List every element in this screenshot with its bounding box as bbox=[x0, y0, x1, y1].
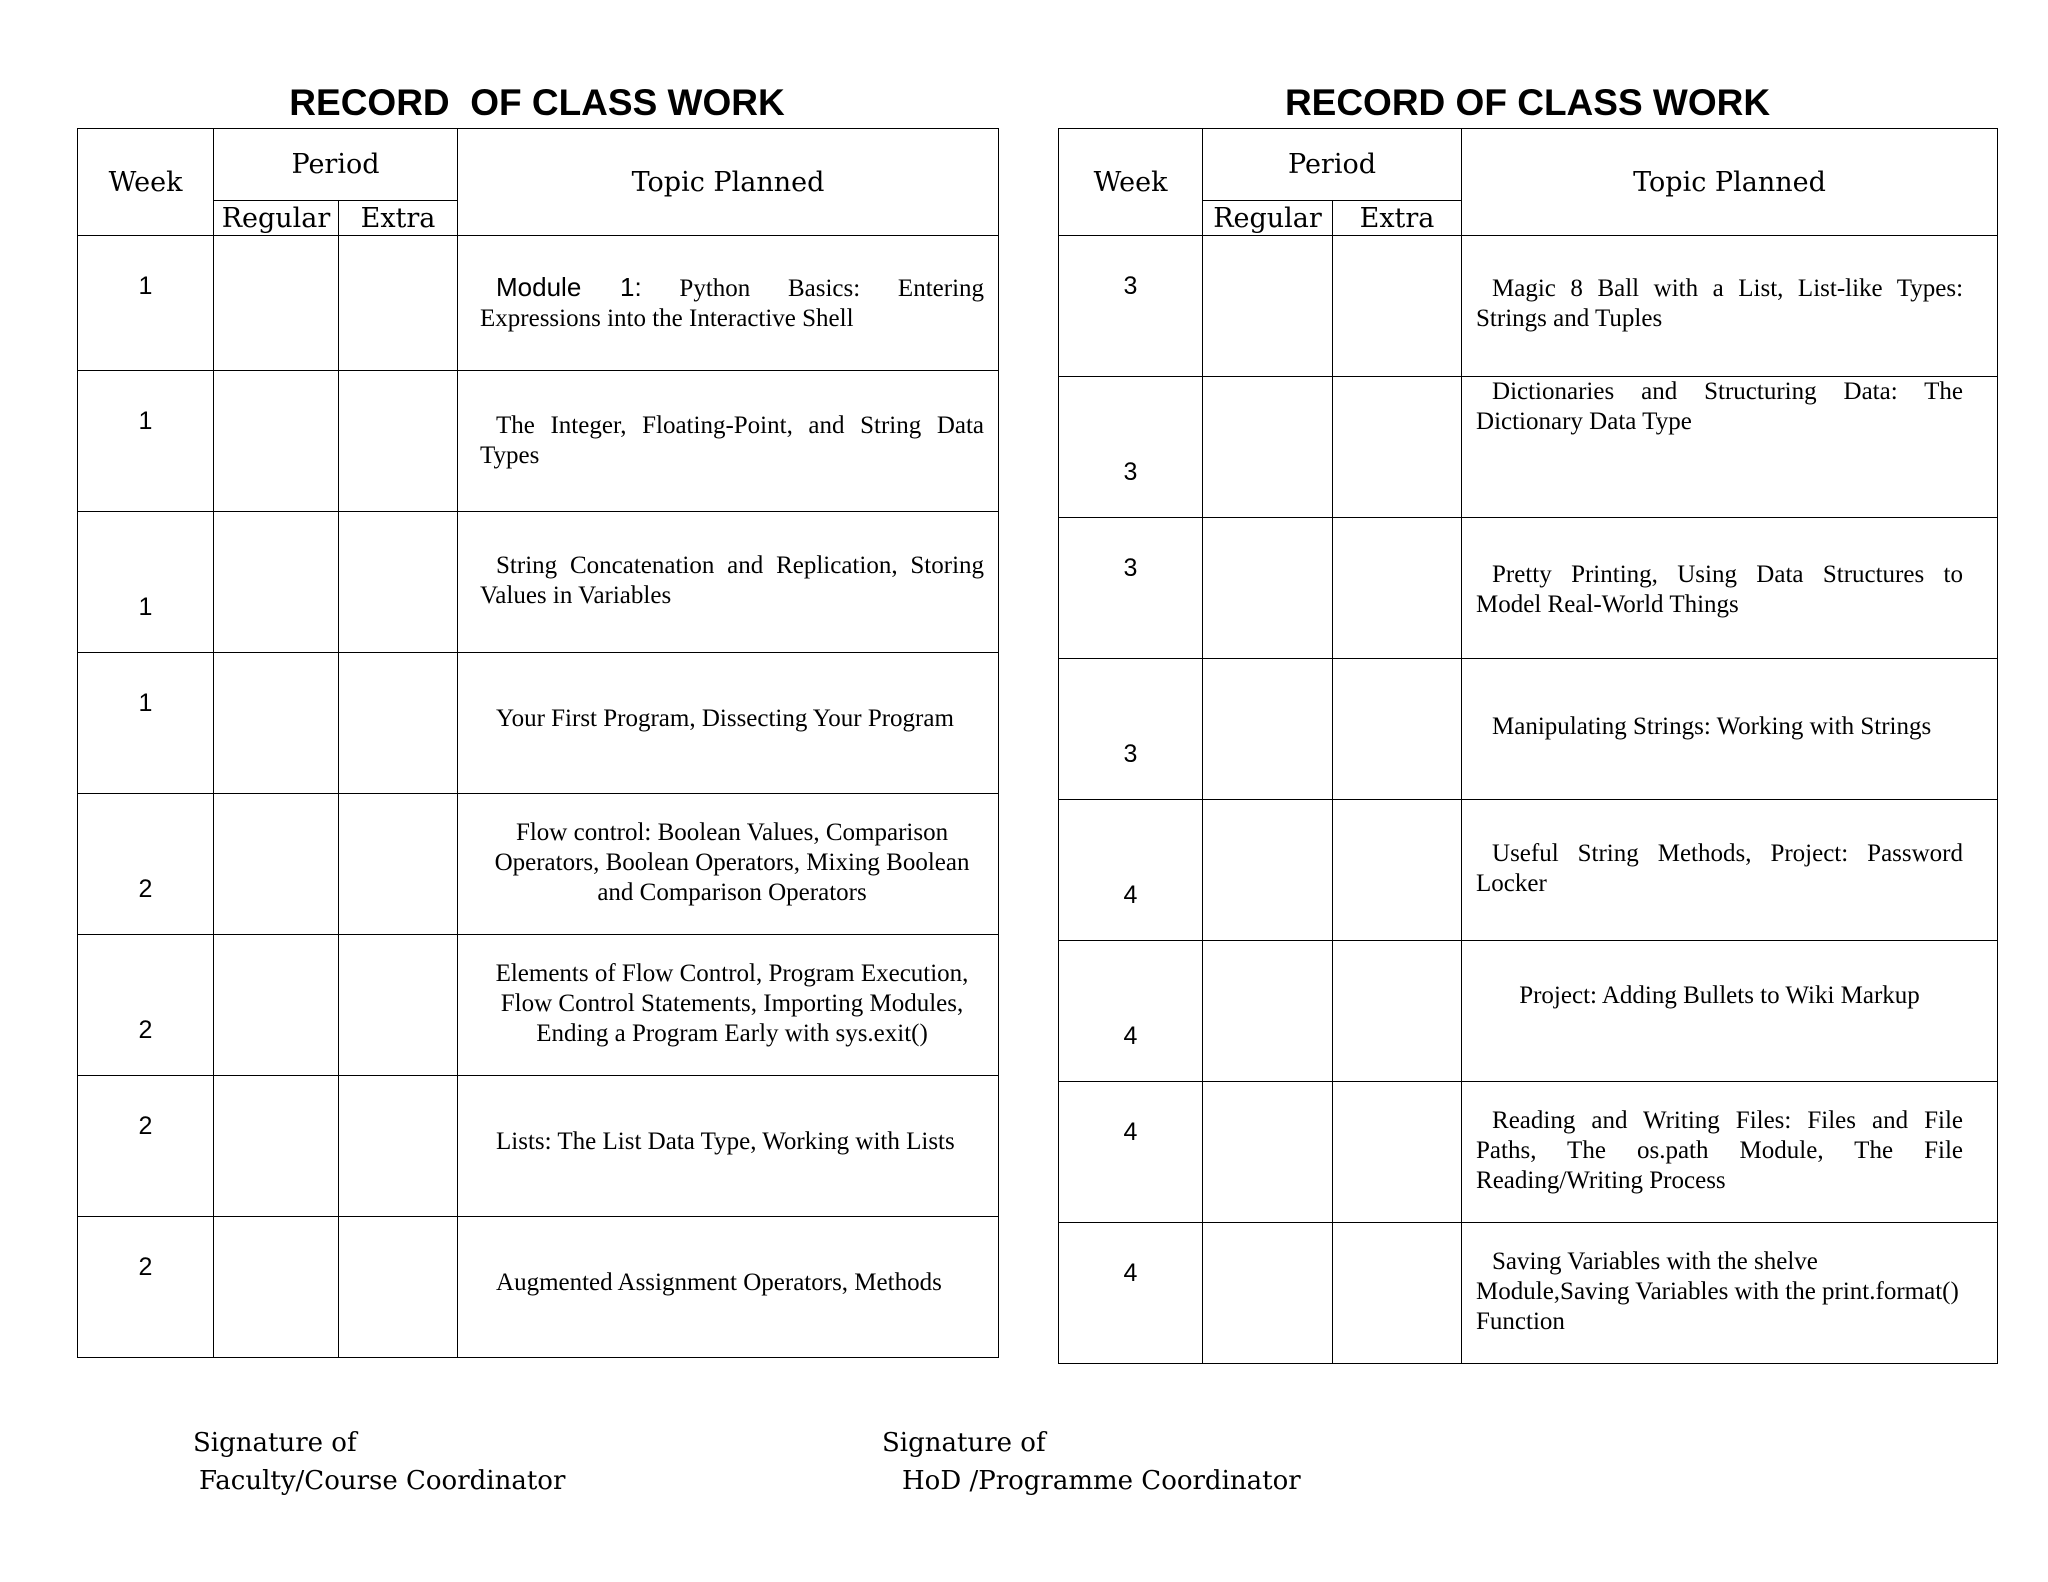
regular-cell bbox=[1203, 377, 1333, 518]
header-week: Week bbox=[1059, 129, 1203, 236]
table-row bbox=[78, 236, 999, 371]
topic-cell bbox=[458, 1217, 999, 1358]
regular-cell bbox=[214, 512, 339, 653]
extra-cell bbox=[339, 1217, 458, 1358]
week-cell: 2 bbox=[78, 1217, 214, 1358]
topic-cell bbox=[458, 794, 999, 935]
extra-cell bbox=[339, 371, 458, 512]
header-period: Period bbox=[214, 129, 458, 201]
left-class-work-table bbox=[77, 128, 999, 1358]
week-cell: 1 bbox=[78, 371, 214, 512]
table-row bbox=[78, 512, 999, 653]
topic-text: The Integer, Floating-Point, and String Data Types bbox=[480, 412, 985, 469]
regular-cell bbox=[1203, 941, 1333, 1082]
topic-text: Useful String Methods, Project: Password Locker bbox=[1476, 840, 1964, 897]
extra-cell bbox=[1333, 236, 1462, 377]
regular-cell bbox=[214, 935, 339, 1076]
regular-cell bbox=[1203, 1082, 1333, 1223]
week-cell: 2 bbox=[78, 935, 214, 1076]
header-period: Period bbox=[1203, 129, 1462, 201]
week-cell: 3 bbox=[1059, 518, 1203, 659]
regular-cell bbox=[214, 236, 339, 371]
week-cell: 1 bbox=[78, 653, 214, 794]
week-cell: 4 bbox=[1059, 800, 1203, 941]
hod-signature-label: Signature of HoD /Programme Coordinator bbox=[882, 1428, 1301, 1496]
extra-cell bbox=[339, 236, 458, 371]
week-cell: 2 bbox=[78, 1076, 214, 1217]
topic-text: Project: Adding Bullets to Wiki Markup bbox=[1519, 982, 1920, 1009]
header-extra: Extra bbox=[1333, 201, 1462, 236]
header-topic-planned: Topic Planned bbox=[1462, 129, 1998, 236]
week-cell: 4 bbox=[1059, 1223, 1203, 1364]
topic-text: String Concatenation and Replication, Storing Values in Variables bbox=[480, 552, 985, 609]
topic-cell bbox=[458, 1076, 999, 1217]
week-cell: 4 bbox=[1059, 1082, 1203, 1223]
topic-text: Python Basics: Entering Expressions into the Interactive Shell bbox=[480, 275, 985, 332]
topic-cell bbox=[458, 935, 999, 1076]
topic-text: Augmented Assignment Operators, Methods bbox=[496, 1269, 942, 1296]
right-page-title: RECORD OF CLASS WORK bbox=[1284, 82, 1771, 123]
regular-cell bbox=[1203, 1223, 1333, 1364]
table-row bbox=[78, 371, 999, 512]
table-row bbox=[1059, 659, 1998, 800]
regular-cell bbox=[1203, 659, 1333, 800]
topic-cell bbox=[458, 512, 999, 653]
table-row bbox=[1059, 800, 1998, 941]
regular-cell bbox=[1203, 236, 1333, 377]
extra-cell bbox=[1333, 800, 1462, 941]
right-class-work-table bbox=[1058, 128, 1998, 1364]
header-week: Week bbox=[78, 129, 214, 236]
table-row bbox=[1059, 1082, 1998, 1223]
extra-cell bbox=[1333, 941, 1462, 1082]
week-cell: 3 bbox=[1059, 377, 1203, 518]
topic-text: Flow control: Boolean Values, Comparison Operators, Boolean Operators, Mixing Boolean and Comparison Operators bbox=[494, 819, 970, 906]
topic-cell bbox=[458, 653, 999, 794]
topic-prefix: Module 1: bbox=[496, 272, 642, 302]
header-regular: Regular bbox=[214, 201, 339, 236]
topic-text: Lists: The List Data Type, Working with Lists bbox=[496, 1128, 955, 1155]
topic-text: Your First Program, Dissecting Your Program bbox=[496, 705, 954, 732]
topic-cell bbox=[1462, 236, 1998, 377]
topic-text: Dictionaries and Structuring Data: The Dictionary Data Type bbox=[1476, 378, 1964, 435]
extra-cell bbox=[339, 1076, 458, 1217]
header-extra: Extra bbox=[339, 201, 458, 236]
week-cell: 1 bbox=[78, 512, 214, 653]
extra-cell bbox=[1333, 518, 1462, 659]
faculty-signature-label: Signature of Faculty/Course Coordinator bbox=[193, 1428, 566, 1496]
topic-text: Manipulating Strings: Working with Strings bbox=[1492, 713, 1932, 740]
topic-text: Magic 8 Ball with a List, List-like Types: Strings and Tuples bbox=[1476, 275, 1964, 332]
header-regular: Regular bbox=[1203, 201, 1333, 236]
regular-cell bbox=[1203, 518, 1333, 659]
table-row bbox=[1059, 1223, 1998, 1364]
topic-cell bbox=[458, 371, 999, 512]
extra-cell bbox=[339, 653, 458, 794]
regular-cell bbox=[214, 1217, 339, 1358]
topic-text: Elements of Flow Control, Program Execution, Flow Control Statements, Importing Modules, Ending a Program Early with sys.exit() bbox=[495, 960, 969, 1047]
table-row bbox=[78, 1076, 999, 1217]
regular-cell bbox=[214, 794, 339, 935]
week-cell: 2 bbox=[78, 794, 214, 935]
topic-cell bbox=[1462, 1082, 1998, 1223]
table-row bbox=[1059, 236, 1998, 377]
extra-cell bbox=[339, 512, 458, 653]
regular-cell bbox=[214, 371, 339, 512]
table-row bbox=[1059, 941, 1998, 1082]
topic-text: Reading and Writing Files: Files and File Paths, The os.path Module, The File Reading/Writing Process bbox=[1476, 1107, 1964, 1194]
table-row bbox=[78, 1217, 999, 1358]
regular-cell bbox=[214, 653, 339, 794]
regular-cell bbox=[214, 1076, 339, 1217]
extra-cell bbox=[1333, 1082, 1462, 1223]
week-cell: 3 bbox=[1059, 659, 1203, 800]
extra-cell bbox=[339, 794, 458, 935]
extra-cell bbox=[1333, 1223, 1462, 1364]
week-cell: 4 bbox=[1059, 941, 1203, 1082]
topic-cell bbox=[1462, 377, 1998, 518]
topic-cell bbox=[458, 236, 999, 371]
topic-cell bbox=[1462, 1223, 1998, 1364]
topic-cell bbox=[1462, 518, 1998, 659]
topic-text: Saving Variables with the shelve Module,Saving Variables with the print.format() Function bbox=[1476, 1248, 1959, 1335]
table-row bbox=[78, 794, 999, 935]
table-row bbox=[78, 653, 999, 794]
topic-cell bbox=[1462, 800, 1998, 941]
extra-cell bbox=[1333, 377, 1462, 518]
table-row bbox=[78, 935, 999, 1076]
extra-cell bbox=[1333, 659, 1462, 800]
extra-cell bbox=[339, 935, 458, 1076]
week-cell: 3 bbox=[1059, 236, 1203, 377]
table-row bbox=[1059, 518, 1998, 659]
topic-text: Pretty Printing, Using Data Structures to Model Real-World Things bbox=[1476, 561, 1964, 618]
topic-cell bbox=[1462, 659, 1998, 800]
left-page-title: RECORD OF CLASS WORK bbox=[289, 82, 785, 123]
table-row bbox=[1059, 377, 1998, 518]
topic-cell bbox=[1462, 941, 1998, 1082]
week-cell: 1 bbox=[78, 236, 214, 371]
header-topic-planned: Topic Planned bbox=[458, 129, 999, 236]
regular-cell bbox=[1203, 800, 1333, 941]
